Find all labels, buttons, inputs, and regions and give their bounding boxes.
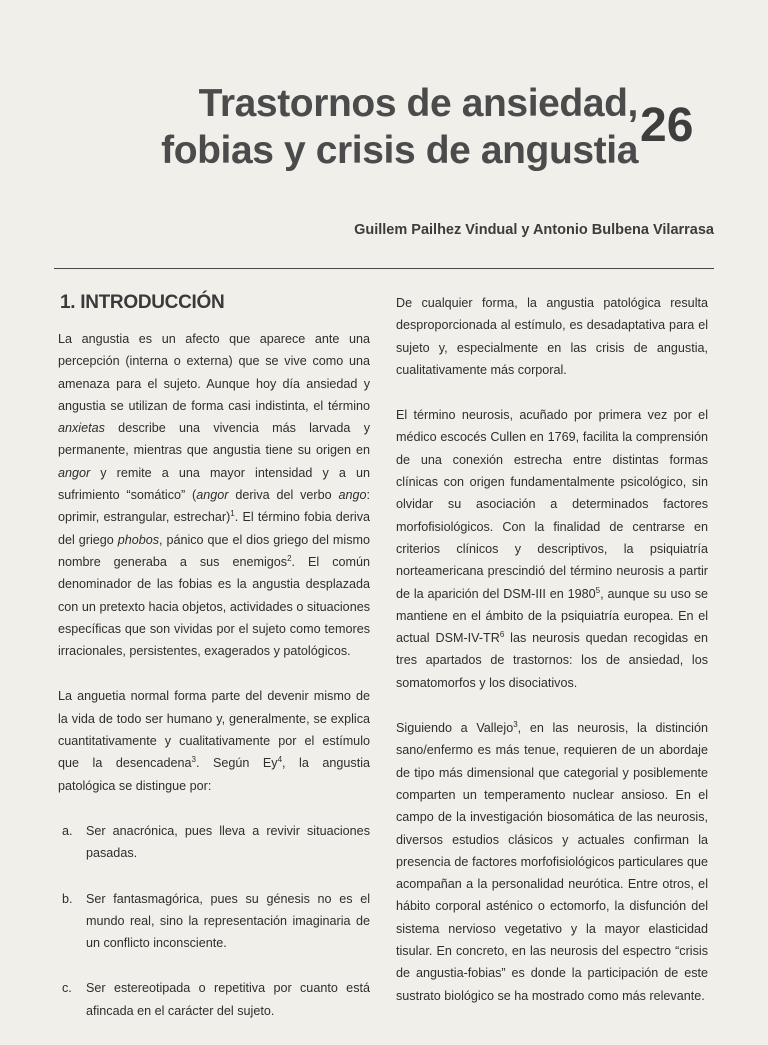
text-run: . Según Ey <box>195 756 278 771</box>
chapter-title-line-1: Trastornos de ansiedad, <box>198 82 638 125</box>
text-run: La anguetia normal forma parte del devenir mismo de la vida de todo ser humano y, generalmente, se explica cuantitativamente y cualitativamente por el estímulo que la desencadena <box>58 689 370 771</box>
text-run: , pánico que el dios griego del mismo nombre generaba a sus enemigos <box>58 532 370 569</box>
right-column <box>396 292 708 1030</box>
footnote-ref: 3 <box>513 719 518 729</box>
text-run: Siguiendo a Vallejo <box>396 721 514 736</box>
chapter-authors: Guillem Pailhez Vindual y Antonio Bulbena Vilarrasa <box>354 222 714 238</box>
text-run: La angustia es un afecto que aparece ante una percepción (interna o externa) que se vive como una amenaza para el sujeto. Aunque hoy día ansiedad y angustia se utilizan de forma casi indistinta, el término <box>58 332 370 413</box>
footnote-ref: 3 <box>191 755 196 765</box>
italic-term: anxietas <box>58 421 105 436</box>
text-run: y remite a una mayor intensidad y a un sufrimiento “somático” ( <box>58 465 370 503</box>
italic-term: ango <box>338 488 367 503</box>
text-run: describe una vivencia más larvada y permanente, mientras que angustia tiene su origen en <box>58 421 370 458</box>
text-run: , la angustia patológica se distingue por: <box>58 756 370 793</box>
text-run: El término neurosis, acuñado por primera vez por el médico escocés Cullen en 1769, facilita la comprensión de una conexión estrecha entre distintas formas clínicas con origen fundamentalmente psicológico, sin olvidar su asociación a determinados factores morfofisiológicos. Con la finalidad de centrarse en criterios clínicos y descriptivos, la psiquiatría norteamericana prescindió del término neurosis a partir de la aparición del DSM-III en 1980 <box>396 408 708 601</box>
list-marker: a. <box>62 823 73 838</box>
list-marker: b. <box>62 891 73 906</box>
text-run: , aunque su uso se mantiene en el ámbito de la psiquiatría europea. En el actual DSM-IV-TR <box>396 586 708 646</box>
list-item <box>62 888 370 955</box>
text-run: : oprimir, estrangular, estrechar) <box>58 488 370 525</box>
paragraph-neurosis-term <box>396 404 708 694</box>
text-run: . El común denominador de las fobias es la angustia desplazada con un pretexto hacia objetos, actividades o situaciones específicas que son vividas por el sujeto como temores irracionales, persistentes, exagerados y patológicos. <box>58 554 370 659</box>
footnote-ref: 5 <box>595 585 601 595</box>
list-marker: c. <box>62 981 72 996</box>
pathological-anxiety-list <box>58 820 370 1022</box>
list-item-text: Ser fantasmagórica, pues su génesis no es el mundo real, sino la representación imaginaria de un conflicto inconsciente. <box>86 891 370 951</box>
footnote-ref: 6 <box>499 629 505 639</box>
text-run: , en las neurosis, la distinción sano/enfermo es más tenue, requieren de un abordaje de tipo más dimensional que categorial y posiblemente comparten un temperamento nuclear ansioso. En el campo de la investigación biosomática de las neurosis, diversos estudios clásicos y actuales confirman la presencia de factores morfofisiológicos particulares que acompañan a la personalidad neurótica. Entre otros, el hábito corporal asténico o ectomorfo, la disfunción del sistema nervioso vegetativo y la mayor elasticidad tisular. En concreto, en las neurosis del espectro “crisis de angustia-fobias” es donde la participación de este sustrato biológico se ha mostrado como más relevante. <box>396 721 708 1003</box>
footnote-ref: 1 <box>230 509 235 519</box>
text-run: deriva del verbo <box>228 488 339 503</box>
paragraph-angustia-definition <box>58 328 370 662</box>
header-divider <box>54 268 714 269</box>
footnote-ref: 4 <box>277 755 283 765</box>
paragraph-normal-anxiety <box>58 685 370 796</box>
footnote-ref: 2 <box>287 553 292 563</box>
paragraph-pathological-anxiety: De cualquier forma, la angustia patológica resulta desproporcionada al estímulo, es desadaptativa para el sujeto y, especialmente en las crisis de angustia, cualitativamente más corporal. <box>396 296 708 377</box>
chapter-number: 26 <box>640 99 694 152</box>
chapter-title-line-2: fobias y crisis de angustia <box>161 129 638 172</box>
italic-term: angor <box>58 465 91 480</box>
list-item <box>62 820 370 865</box>
text-run: . El término fobia deriva del griego <box>58 510 370 547</box>
list-item-text: Ser anacrónica, pues lleva a revivir situaciones pasadas. <box>86 823 370 861</box>
chapter-title <box>118 80 638 174</box>
text-run: las neurosis quedan recogidas en tres apartados de trastornos: los de ansiedad, los somatomorfos y los disociativos. <box>396 631 708 690</box>
list-item-text: Ser estereotipada o repetitiva por cuanto está afincada en el carácter del sujeto. <box>86 981 370 1018</box>
section-heading: 1. INTRODUCCIÓN <box>60 292 225 313</box>
italic-term: angor <box>196 488 229 503</box>
list-item <box>62 977 370 1022</box>
left-column <box>58 292 370 1045</box>
paragraph-vallejo <box>396 717 708 1007</box>
italic-term: phobos <box>117 532 160 547</box>
